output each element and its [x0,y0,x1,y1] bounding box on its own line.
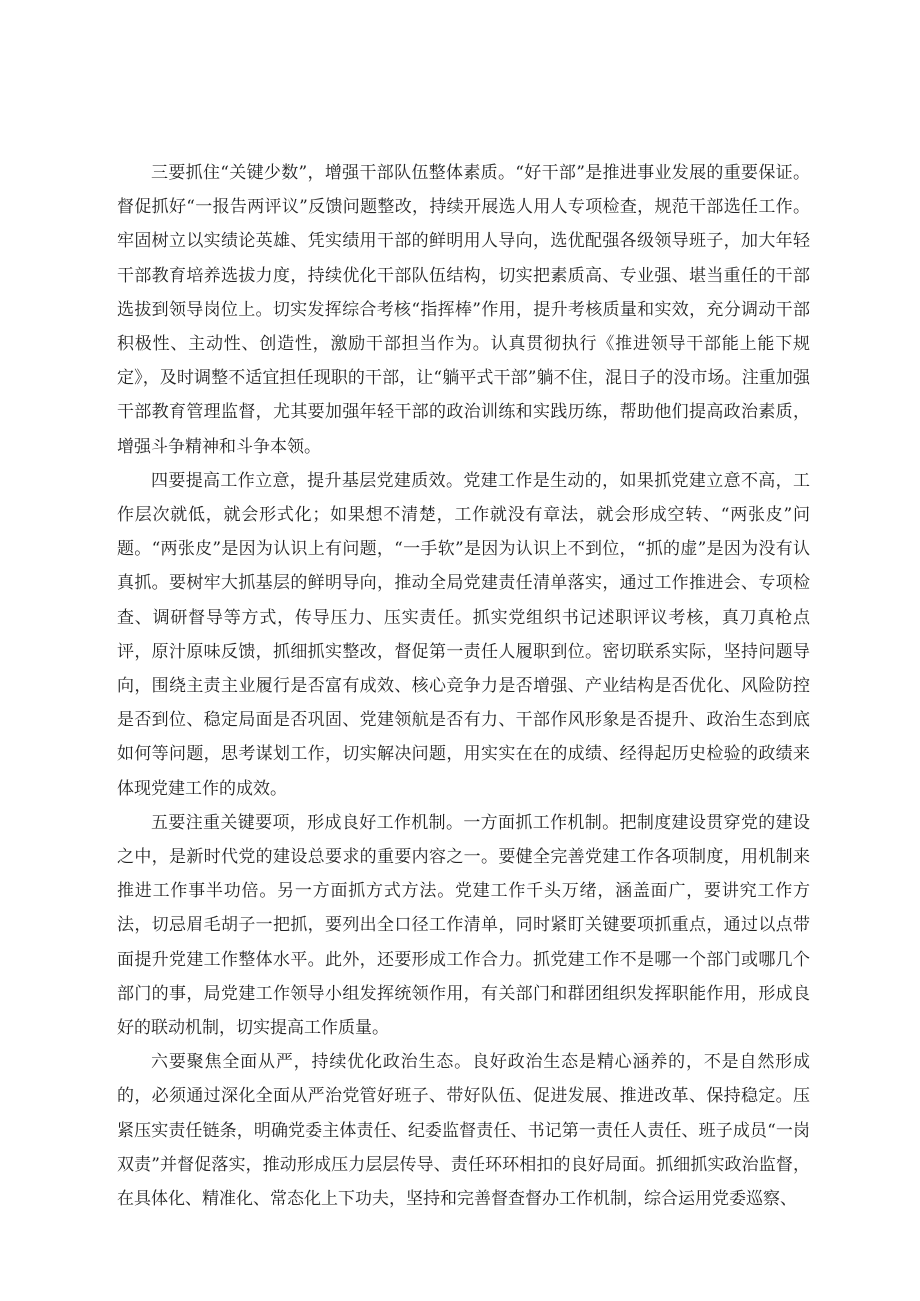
paragraph-political-ecology: 六要聚焦全面从严，持续优化政治生态。良好政治生态是精心涵养的，不是自然形成的，必须通过深化全面从严治党管好班子、带好队伍、促进发展、推进改革、保持稳定。压紧压实责任链条，明确党委主体责任、纪委监督责任、书记第一责任人责任、班子成员“一岗双责”并督促落实，推动形成压力层层传导、责任环环相扣的良好局面。抓细抓实政治监督，在具体化、精准化、常态化上下功夫，坚持和完善督查督办工作机制，综合运用党委巡察、 [117,1052,810,1210]
paragraph-party-building-effectiveness: 四要提高工作立意，提升基层党建质效。党建工作是生动的，如果抓党建立意不高，工作层次就低，就会形式化；如果想不清楚，工作就没有章法，就会形成空转、“两张皮”问题。“两张皮”是因为认识上有问题，“一手软”是因为认识上不到位，“抓的虚”是因为没有认真抓。要树牢大抓基层的鲜明导向，推动全局党建责任清单落实，通过工作推进会、专项检查、调研督导等方式，传导压力、压实责任。抓实党组织书记述职评议考核，真刀真枪点评，原汁原味反馈，抓细抓实整改，督促第一责任人履职到位。密切联系实际，坚持问题导向，围绕主责主业履行是否富有成效、核心竞争力是否增强、产业结构是否优化、风险防控是否到位、稳定局面是否巩固、党建领航是否有力、干部作风形象是否提升、政治生态到底如何等问题，思考谋划工作，切实解决问题，用实实在在的成绩、经得起历史检验的政绩来体现党建工作的成效。 [117,470,810,799]
document-body [117,156,810,1216]
paragraph-work-mechanism: 五要注重关键要项，形成良好工作机制。一方面抓工作机制。把制度建设贯穿党的建设之中，是新时代党的建设总要求的重要内容之一。要健全完善党建工作各项制度，用机制来推进工作事半功倍。另一方面抓方式方法。党建工作千头万绪，涵盖面广，要讲究工作方法，切忌眉毛胡子一把抓，要列出全口径工作清单，同时紧盯关键要项抓重点，通过以点带面提升党建工作整体水平。此外，还要形成工作合力。抓党建工作不是哪一个部门或哪几个部门的事，局党建工作领导小组发挥统领作用，有关部门和群团组织发挥职能作用，形成良好的联动机制，切实提高工作质量。 [117,812,810,1039]
paragraph-cadre-quality: 三要抓住“关键少数”，增强干部队伍整体素质。“好干部”是推进事业发展的重要保证。督促抓好“一报告两评议”反馈问题整改，持续开展选人用人专项检查，规范干部选任工作。牢固树立以实绩论英雄、凭实绩用干部的鲜明用人导向，选优配强各级领导班子，加大年轻干部教育培养选拔力度，持续优化干部队伍结构，切实把素质高、专业强、堪当重任的干部选拔到领导岗位上。切实发挥综合考核“指挥棒”作用，提升考核质量和实效，充分调动干部积极性、主动性、创造性，激励干部担当作为。认真贯彻执行《推进领导干部能上能下规定》，及时调整不适宜担任现职的干部，让“躺平式干部”躺不住，混日子的没市场。注重加强干部教育管理监督，尤其要加强年轻干部的政治训练和实践历练，帮助他们提高政治素质，增强斗争精神和斗争本领。 [117,163,810,457]
